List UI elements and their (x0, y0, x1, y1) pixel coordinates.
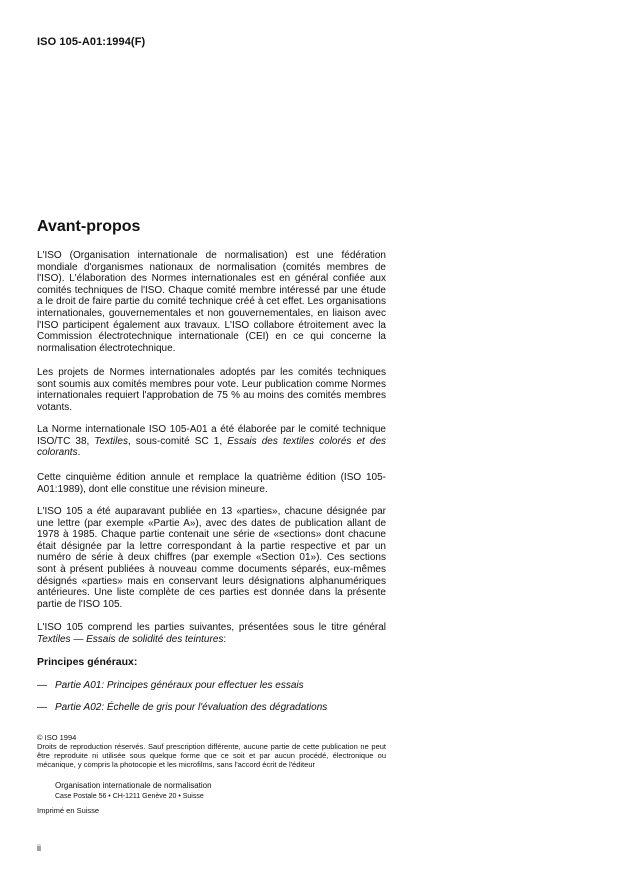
list-item (37, 702, 327, 713)
paragraph-draft-standards: Les projets de Normes internationales adoptés par les comités techniques sont soumis aux comités membres pour vote. Leur publication comme Normes internationales requiert l'approbation de 75 % au moins des comités membres votants. (37, 367, 386, 413)
p6-text-c: : (223, 633, 227, 645)
list-dash: — (37, 680, 47, 691)
org-address: Case Postale 56 • CH-1211 Genève 20 • Suisse (55, 793, 204, 800)
copyright-rights: Droits de reproduction réservés. Sauf prescription différente, aucune partie de cette publication ne peut être reproduite ni utilisée sous quelque forme que ce soit et par aucun procédé, électronique ou mécanique, y compris la photocopie et les microfilms, sans l'accord écrit de l'éditeur (37, 742, 386, 769)
section-title: Avant-propos (37, 218, 141, 235)
p6-italic-title: Textiles — Essais de solidité des teintures (37, 633, 224, 645)
p3-text-a: La Norme internationale ISO 105-A01 a été élaborée par le comité technique ISO/TC 38, (37, 424, 386, 447)
standard-id-header: ISO 105-A01:1994(F) (37, 36, 146, 48)
paragraph-edition: Cette cinquième édition annule et remplace la quatrième édition (ISO 105-A01:1989), dont elle constitue une révision mineure. (37, 472, 386, 495)
subheading-general-principles: Principes généraux: (37, 656, 138, 668)
org-name: Organisation internationale de normalisation (55, 781, 212, 790)
printed-in: Imprimé en Suisse (37, 806, 100, 815)
list-item-text: Partie A02: Échelle de gris pour l'évaluation des dégradations (55, 702, 328, 713)
p3-italic-title: Essais des textiles colorés et des colorants (37, 435, 387, 459)
page-number: ii (37, 843, 41, 853)
list-dash: — (37, 702, 47, 713)
paragraph-parts-history: L'ISO 105 a été auparavant publiée en 13 «parties», chacune désignée par une lettre (par exemple «Partie A»), avec des dates de publication allant de 1978 à 1985. Chaque partie contenait une série de «sections» dont chacune était désignée par la lettre correspondant à la partie respective et par un numéro de série à deux chiffres (par exemple «Section 01»). Ces sections sont à présent publiées à nouveau comme documents séparés, eux-mêmes désignés «parties» mais en conservant leurs désignations alphanumériques antérieures. Une liste complète de ces parties est donnée dans la présente partie de l'ISO 105. (37, 506, 386, 610)
paragraph-parts-list-intro (37, 622, 386, 645)
p6-text-a: L'ISO 105 comprend les parties suivantes, présentées sous le titre général (37, 622, 386, 633)
p3-italic-textiles: Textiles (94, 435, 128, 447)
p3-text-e: . (77, 447, 81, 459)
p3-text-c: , sous-comité SC 1, (127, 435, 228, 447)
list-item (37, 680, 304, 691)
copyright-line: © ISO 1994 (37, 733, 77, 742)
list-item-text: Partie A01: Principes généraux pour effectuer les essais (55, 680, 304, 691)
paragraph-committee (37, 424, 386, 459)
paragraph-iso-intro: L'ISO (Organisation internationale de normalisation) est une fédération mondiale d'organismes nationaux de normalisation (comités membres de l'ISO). L'élaboration des Normes internationales est en général confiée aux comités techniques de l'ISO. Chaque comité membre intéressé par une étude a le droit de faire partie du comité technique créé à cet effet. Les organisations internationales, gouvernementales et non gouvernementales, en liaison avec l'ISO participent également aux travaux. L'ISO collabore étroitement avec la Commission électrotechnique internationale (CEI) en ce qui concerne la normalisation électrotechnique. (37, 250, 386, 354)
